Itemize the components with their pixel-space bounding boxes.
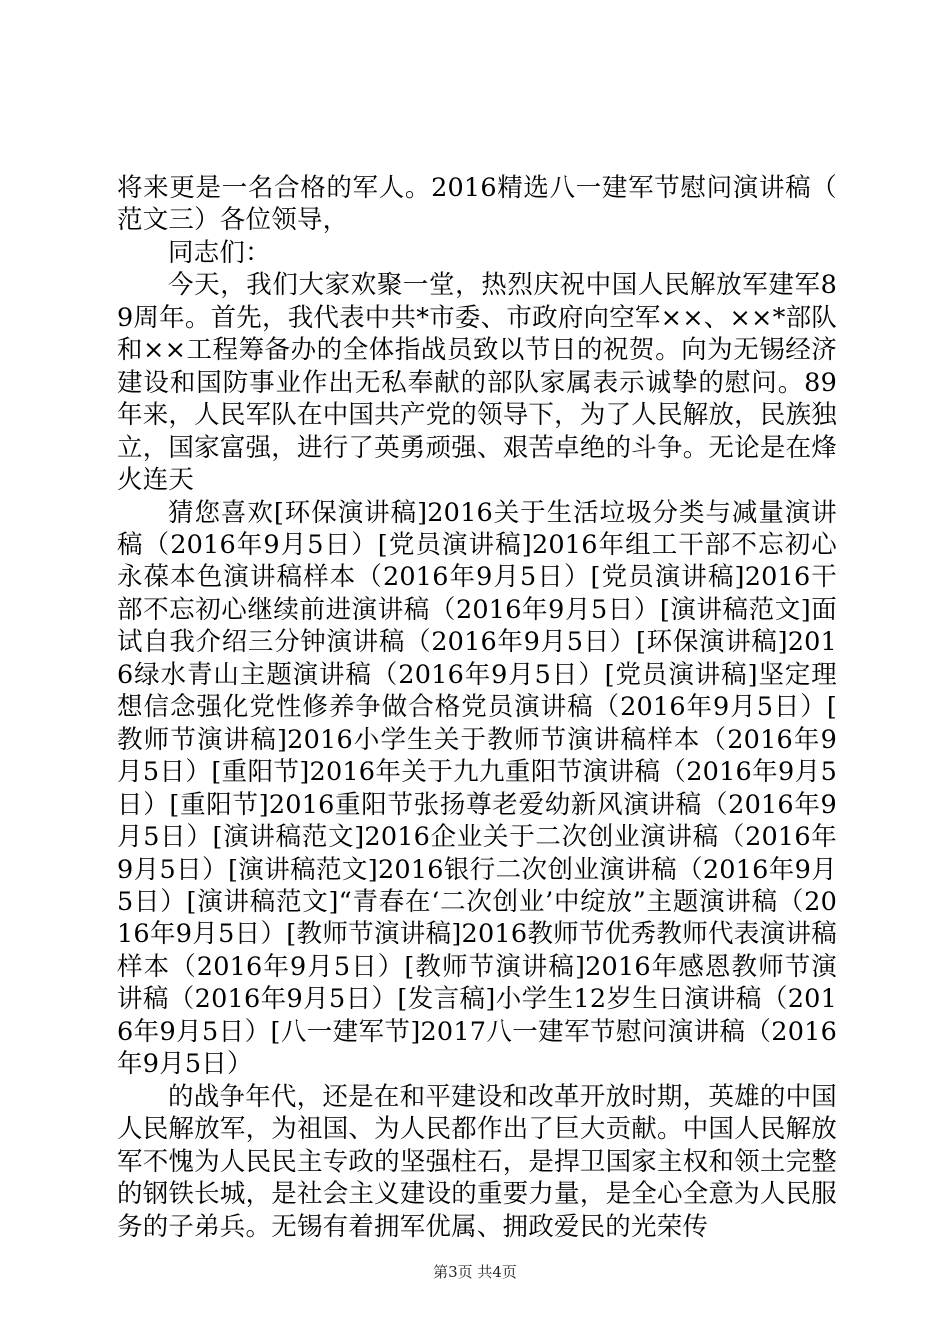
paragraph-speech-continued: 的战争年代，还是在和平建设和改革开放时期，英雄的中国人民解放军，为祖国、为人民都作出了巨大贡献。中国人民解放军不愧为人民民主专政的坚强柱石，是捍卫国家主权和领土完整的钢铁长城，是社会主义建设的重要力量，是全心全意为人民服务的子弟兵。无锡有着拥军优属、拥政爱民的光荣传 [117, 1081, 837, 1242]
paragraph-speech-opening: 今天，我们大家欢聚一堂，热烈庆祝中国人民解放军建军89周年。首先，我代表中共*市委、市政府向空军××、××*部队和××工程筹备办的全体指战员致以节日的祝贺。向为无锡经济建设和国防事业作出无私奉献的部队家属表示诚挚的慰问。89年来，人民军队在中国共产党的领导下，为了人民解放，民族独立，国家富强，进行了英勇顽强、艰苦卓绝的斗争。无论是在烽火连天 [117, 270, 837, 496]
page-footer [0, 1262, 950, 1282]
page-number-label: 第3页 共4页 [433, 1263, 517, 1281]
document-body [117, 172, 837, 1243]
paragraph-intro: 将来更是一名合格的军人。2016精选八一建军节慰问演讲稿（范文三）各位领导， [117, 173, 837, 236]
paragraph-recommendations: 猜您喜欢[环保演讲稿]2016关于生活垃圾分类与减量演讲稿（2016年9月5日）[党员演讲稿]2016年组工干部不忘初心永葆本色演讲稿样本（2016年9月5日）[党员演讲稿]2016干部不忘初心继续前进演讲稿（2016年9月5日）[演讲稿范文]面试自我介绍三分钟演讲稿（2016年9月5日）[环保演讲稿]2016绿水青山主题演讲稿（2016年9月5日）[党员演讲稿]坚定理想信念强化党性修养争做合格党员演讲稿（2016年9月5日）[教师节演讲稿]2016小学生关于教师节演讲稿样本（2016年9月5日）[重阳节]2016年关于九九重阳节演讲稿（2016年9月5日）[重阳节]2016重阳节张扬尊老爱幼新风演讲稿（2016年9月5日）[演讲稿范文]2016企业关于二次创业演讲稿（2016年9月5日）[演讲稿范文]2016银行二次创业演讲稿（2016年9月5日）[演讲稿范文]“青春在‘二次创业’中绽放”主题演讲稿（2016年9月5日）[教师节演讲稿]2016教师节优秀教师代表演讲稿样本（2016年9月5日）[教师节演讲稿]2016年感恩教师节演讲稿（2016年9月5日）[发言稿]小学生12岁生日演讲稿（2016年9月5日）[八一建军节]2017八一建军节慰问演讲稿（2016年9月5日） [117, 497, 837, 1080]
paragraph-salutation: 同志们： [168, 237, 271, 268]
